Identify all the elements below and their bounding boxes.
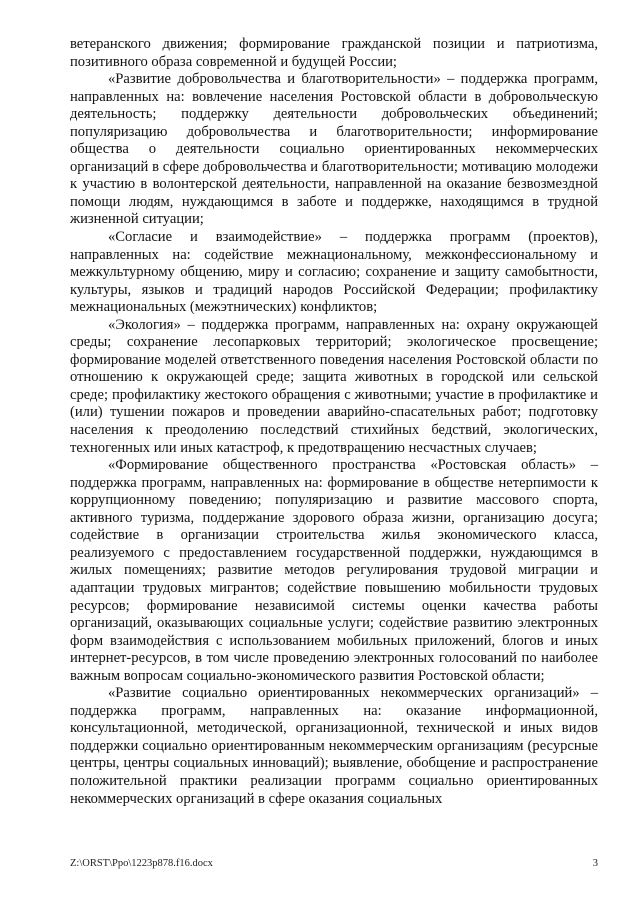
- page-footer: [70, 857, 598, 871]
- paragraph-volunteering: «Развитие добровольчества и благотворительности» – поддержка программ, направленных на: вовлечение населения Ростовской области в добровольческую деятельность; поддержку деятельности добровольческих объединений; популяризацию добровольчества и благотворительности; информирование общества о деятельности социально ориентированных некоммерческих организаций в сфере добровольчества и благотворительности; мотивацию молодежи к участию в волонтерской деятельности, направленной на оказание безвозмездной помощи людям, нуждающимся в заботе и поддержке, находящимся в трудной жизненной ситуации;: [70, 71, 598, 228]
- paragraph-harmony: «Согласие и взаимодействие» – поддержка программ (проектов), направленных на: содействие межнациональному, межконфессиональному и межкультурному общению, миру и согласию; сохранение и защиту самобытности, культуры, языков и традиций народов Российской Федерации; профилактику межнациональных (межэтнических) конфликтов;: [70, 229, 598, 316]
- page-number: 3: [592, 858, 598, 869]
- paragraph-nko-development: «Развитие социально ориентированных некоммерческих организаций» – поддержка программ, направленных на: оказание информационной, консультационной, методической, организационной, технической и иных видов поддержки социально ориентированным некоммерческим организациям (ресурсные центры, центры социальных инноваций); выявление, обобщение и распространение положительной практики реализации программ социально ориентированных некоммерческих организаций в сфере оказания социальных: [70, 685, 598, 807]
- paragraph-public-space: «Формирование общественного пространства «Ростовская область» – поддержка программ, направленных на: формирование в обществе нетерпимости к коррупционному поведению; популяризацию и развитие массового спорта, активного туризма, поддержание здорового образа жизни, организацию досуга; содействие в организации строительства жилья экономического класса, реализуемого с предоставлением государственной поддержки, нуждающимся в жилых помещениях; развитие методов регулирования трудовой миграции и адаптации трудовых мигрантов; содействие повышению мобильности трудовых ресурсов; формирование независимой системы оценки качества работы организаций, оказывающих социальные услуги; содействие развитию электронных форм взаимодействия с использованием мобильных приложений, блогов и иных интернет-ресурсов, в том числе проведению электронных голосований по наиболее важным вопросам социально-экономического развития Ростовской области;: [70, 457, 598, 684]
- paragraph-ecology: «Экология» – поддержка программ, направленных на: охрану окружающей среды; сохранение лесопарковых территорий; экологическое просвещение; формирование моделей ответственного поведения населения Ростовской области по отношению к окружающей среде; защита животных в городской или сельской среде; профилактику жестокого обращения с животными; участие в профилактике и (или) тушении пожаров и проведении аварийно-спасательных работ; подготовку населения к преодолению последствий стихийных бедствий, экологических, техногенных или иных катастроф, к предотвращению несчастных случаев;: [70, 316, 598, 456]
- paragraph-veterans-continuation: ветеранского движения; формирование гражданской позиции и патриотизма, позитивного образа современной и будущей России;: [70, 36, 598, 70]
- document-body: [70, 36, 598, 808]
- file-path: Z:\ORST\Ppo\1223p878.f16.docx: [70, 858, 213, 869]
